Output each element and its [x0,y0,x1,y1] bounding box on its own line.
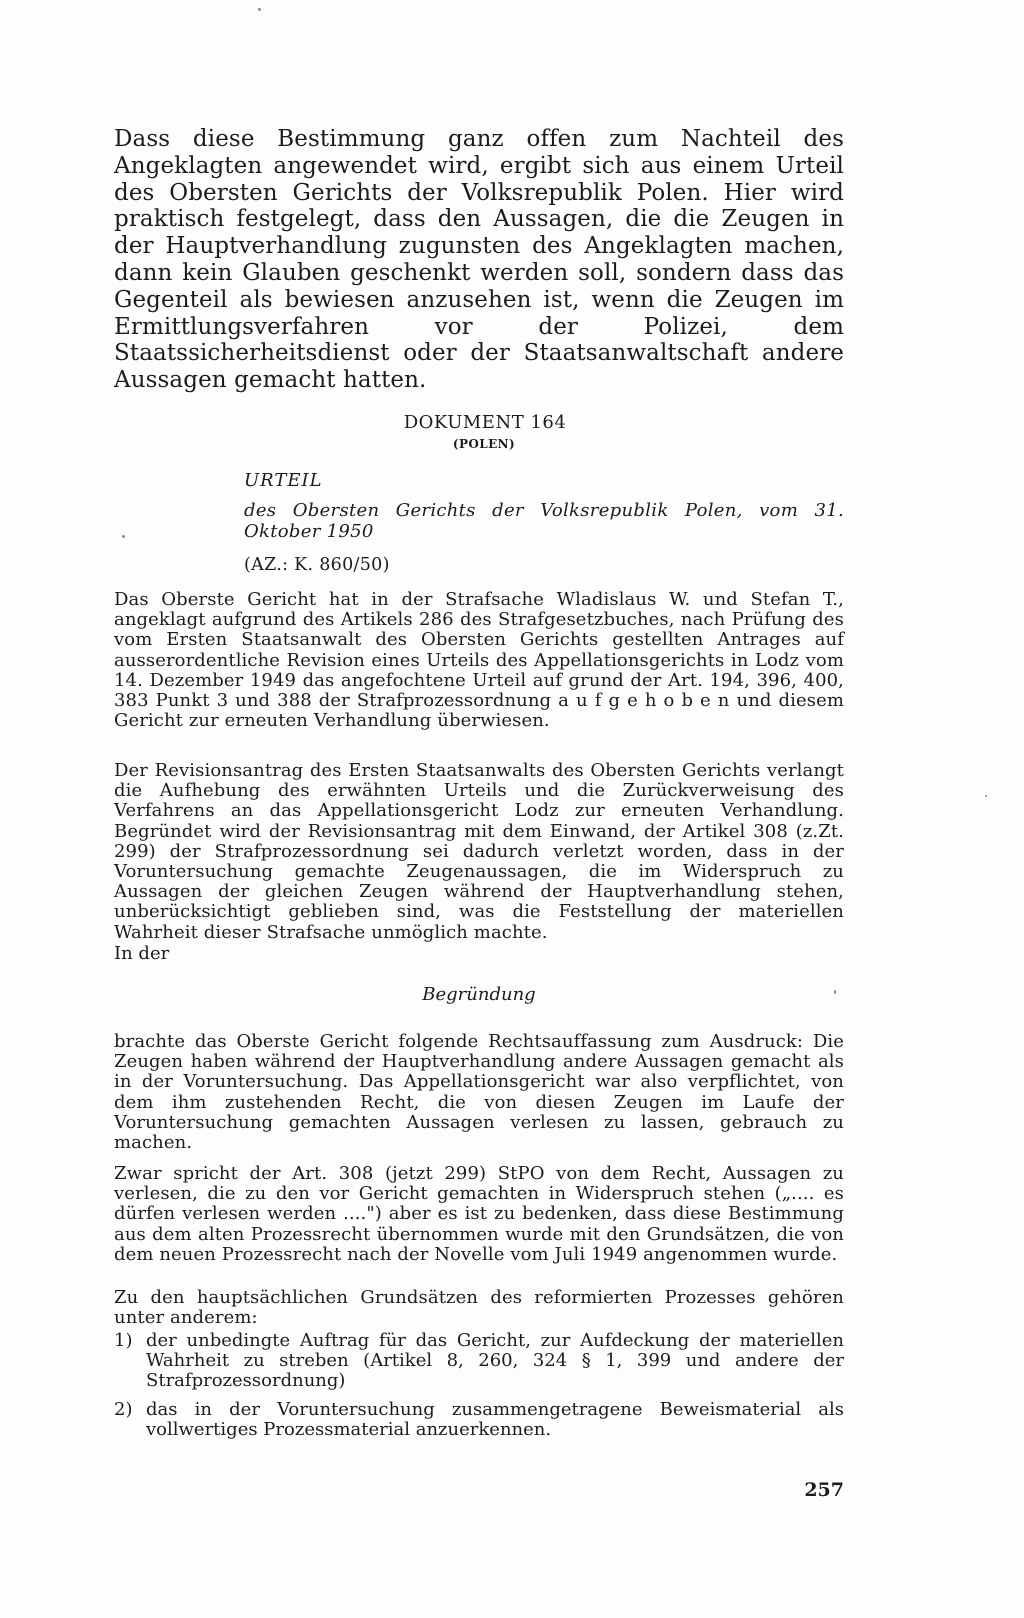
scan-speck [985,795,987,797]
numbered-list [114,1331,844,1448]
body-paragraph-2 [114,761,844,943]
case-reference: (AZ.: K. 860/50) [244,555,390,575]
list-number: 2) [114,1398,133,1420]
scan-speck [122,535,125,538]
in-der-text: In der [114,943,170,964]
paragraph-text: brachte das Oberste Gericht folgende Rechtsauffassung zum Ausdruck: Die Zeugen haben während der Hauptverhandlung andere Aussagen gemacht als in der Voruntersuchung. Das Appellationsgericht war also verpflichtet, von dem ihm zustehenden Recht, die von diesen Zeugen im Laufe der Voruntersuchung gemachten Aussagen verlesen zu lassen, gebrauch zu machen. [114,1031,844,1154]
scan-speck [258,8,261,11]
begruendung-heading: Begründung [422,984,536,1005]
body-paragraph-5 [114,1288,844,1328]
list-item [114,1400,844,1440]
scan-speck [834,990,836,994]
paragraph-text: Zwar spricht der Art. 308 (jetzt 299) StPO von dem Recht, Aussagen zu verlesen, die zu den vor Gericht gemachten in Widerspruch stehen („.... es dürfen verlesen werden ....") aber es ist zu bedenken, dass diese Bestimmung aus dem alten Prozessrecht übernommen wurde mit den Grundsätzen, die von dem neuen Prozessrecht nach der Novelle vom Juli 1949 angenommen wurde. [114,1163,844,1265]
document-title: DOKUMENT 164 [403,412,567,433]
intro-text: Dass diese Bestimmung ganz offen zum Nachteil des Angeklagten angewendet wird, ergibt sich aus einem Urteil des Obersten Gerichts der Volksrepublik Polen. Hier wird praktisch festgelegt, dass den Aussagen, die die Zeugen in der Hauptverhandlung zugunsten des Angeklagten machen, dann kein Glauben geschenkt werden soll, sondern dass das Gegenteil als bewiesen anzusehen ist, wenn die Zeugen im Ermittlungsverfahren vor der Polizei, dem Staatssicherheitsdienst oder der Staatsanwaltschaft andere Aussagen gemacht hatten. [114,126,844,394]
intro-paragraph [114,126,844,394]
body-paragraph-1 [114,590,844,731]
paragraph-text: Das Oberste Gericht hat in der Strafsache Wladislaus W. und Stefan T., angeklagt aufgrund des Artikels 286 des Strafgesetzbuches, nach Prüfung des vom Ersten Staatsanwalt des Obersten Gerichts gestellten Antrages auf ausserordentliche Revision eines Urteils des Appellationsgerichts in Lodz vom 14. Dezember 1949 das angefochtene Urteil auf grund der Art. 194, 396, 400, 383 Punkt 3 und 388 der Strafprozessordnung a u f g e h o b e n und diesem Gericht zur erneuten Verhandlung überwiesen. [114,589,844,732]
paragraph-text: Der Revisionsantrag des Ersten Staatsanwalts des Obersten Gerichts verlangt die Aufhebung des erwähnten Urteils und die Zurückverweisung des Verfahrens an das Appellationsgericht Lodz zur erneuten Verhandlung. Begründet wird der Revisionsantrag mit dem Einwand, der Artikel 308 (z.Zt. 299) der Strafprozessordnung sei dadurch verletzt worden, dass in der Voruntersuchung gemachte Zeugenaussagen, die im Widerspruch zu Aussagen der gleichen Zeugen während der Hauptverhandlung stehen, unberücksichtigt geblieben sind, was die Feststellung der materiellen Wahrheit dieser Strafsache unmöglich machte. [114,760,844,943]
body-paragraph-3 [114,1032,844,1153]
list-item [114,1331,844,1392]
document-country: (POLEN) [452,437,516,451]
list-number: 1) [114,1330,133,1351]
list-text: das in der Voruntersuchung zusammengetragene Beweismaterial als vollwertiges Prozessmaterial anzuerkennen. [146,1398,844,1440]
court-line: des Obersten Gerichts der Volksrepublik Polen, vom 31. Oktober 1950 [244,500,844,542]
document-heading [114,412,844,452]
list-text: der unbedingte Auftrag für das Gericht, zur Aufdeckung der materiellen Wahrheit zu streben (Artikel 8, 260, 324 § 1, 399 und andere der Strafprozessordnung) [146,1330,844,1392]
page-number: 257 [804,1479,844,1501]
urteil-label: URTEIL [244,470,323,491]
paragraph-text: Zu den hauptsächlichen Grundsätzen des reformierten Prozesses gehören unter anderem: [114,1287,844,1329]
body-paragraph-4 [114,1164,844,1265]
